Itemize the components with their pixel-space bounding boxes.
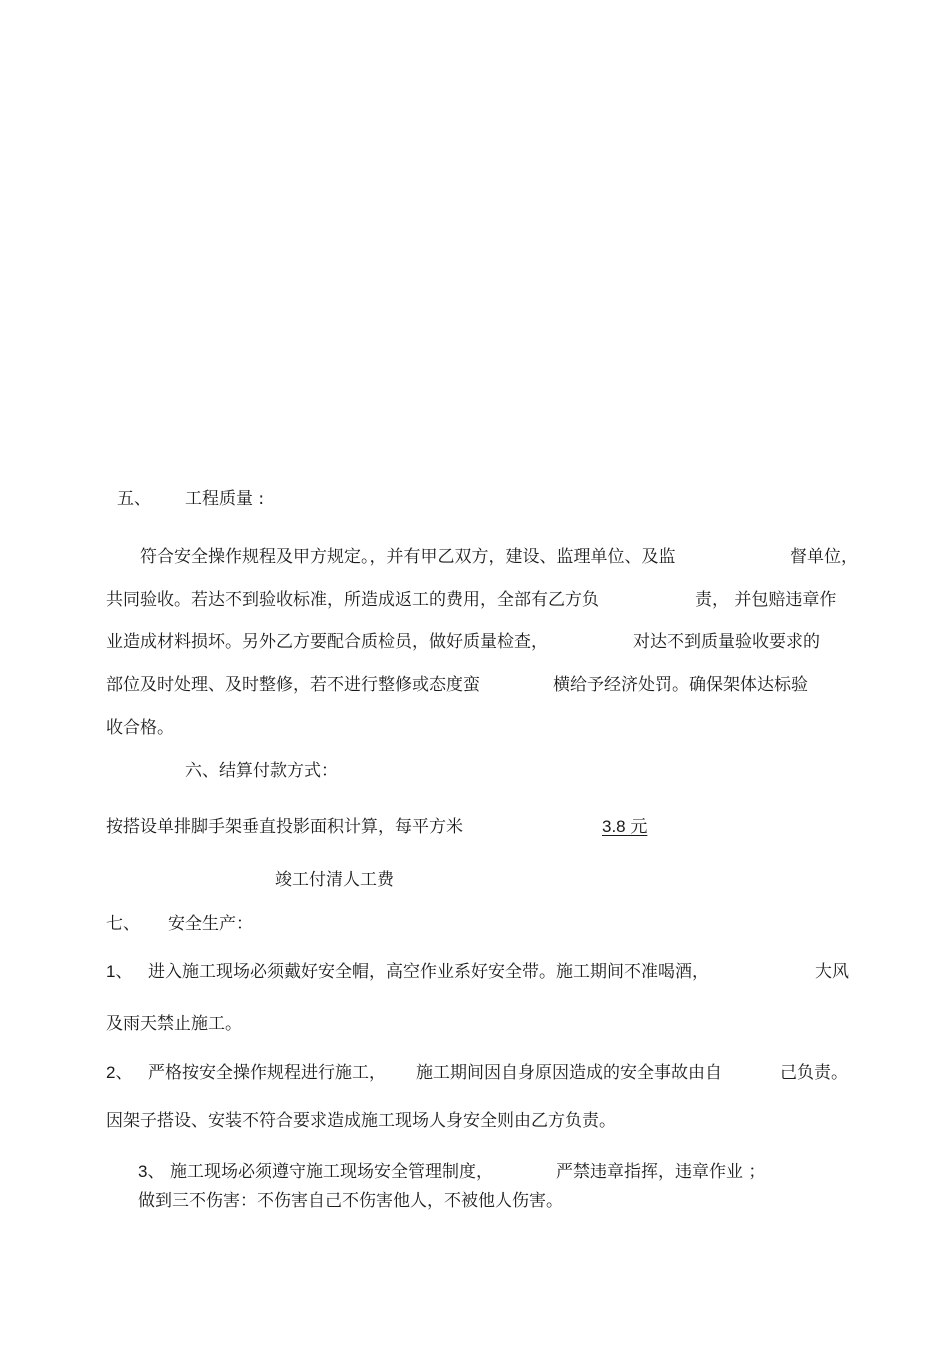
item-2-text-b: 施工期间因自身原因造成的安全事故由自 [416, 1063, 722, 1083]
section-7-title: 安全生产： [168, 914, 253, 934]
section-6-title: 六、结算付款方式： [185, 761, 338, 781]
item-3-text-a: 施工现场必须遵守施工现场安全管理制度， [170, 1162, 493, 1182]
section-5-line-4a: 部位及时处理、及时整修，若不进行整修或态度蛮 [106, 675, 480, 695]
item-1-number: 1、 [106, 962, 133, 981]
section-5-line-2b: 责， 并包赔违章作 [695, 590, 837, 610]
item-2-number: 2、 [106, 1063, 133, 1082]
section-6-line-1: 按搭设单排脚手架垂直投影面积计算，每平方米 [106, 817, 463, 837]
section-7-number: 七、 [106, 914, 140, 934]
section-5-line-1a: 符合安全操作规程及甲方规定。，并有甲乙双方，建设、监理单位、及监 [140, 547, 676, 567]
item-3-text-b: 严禁违章指挥，违章作业 ； [556, 1162, 766, 1182]
item-1-text-b: 大风 [815, 962, 849, 982]
item-3-continuation: 做到三不伤害：不伤害自己不伤害他人，不被他人伤害。 [138, 1191, 563, 1211]
section-5-line-3b: 对达不到质量验收要求的 [633, 632, 820, 652]
item-3-number: 3、 [138, 1162, 165, 1181]
section-5-number: 五、 [117, 489, 151, 509]
item-2-continuation: 因架子搭设、安装不符合要求造成施工现场人身安全则由乙方负责。 [106, 1111, 616, 1131]
section-5-line-1b: 督单位， [790, 547, 858, 567]
section-5-line-5: 收合格。 [106, 718, 174, 738]
item-1-text-a: 进入施工现场必须戴好安全帽，高空作业系好安全带。施工期间不准喝酒， [148, 962, 709, 982]
price-value: 3.8 元 [602, 817, 648, 836]
item-2-text-c: 己负责。 [780, 1063, 848, 1083]
section-5-line-4b: 横给予经济处罚。确保架体达标验 [553, 675, 808, 695]
section-5-line-3a: 业造成材料损坏。另外乙方要配合质检员，做好质量检查， [106, 632, 548, 652]
section-5-title: 工程质量 : [185, 489, 265, 509]
item-2-text-a: 严格按安全操作规程进行施工， [148, 1063, 386, 1083]
section-6-line-2: 竣工付清人工费 [275, 870, 394, 890]
item-1-continuation: 及雨天禁止施工。 [106, 1014, 242, 1034]
section-5-line-2a: 共同验收。若达不到验收标准，所造成返工的费用，全部有乙方负 [106, 590, 599, 610]
